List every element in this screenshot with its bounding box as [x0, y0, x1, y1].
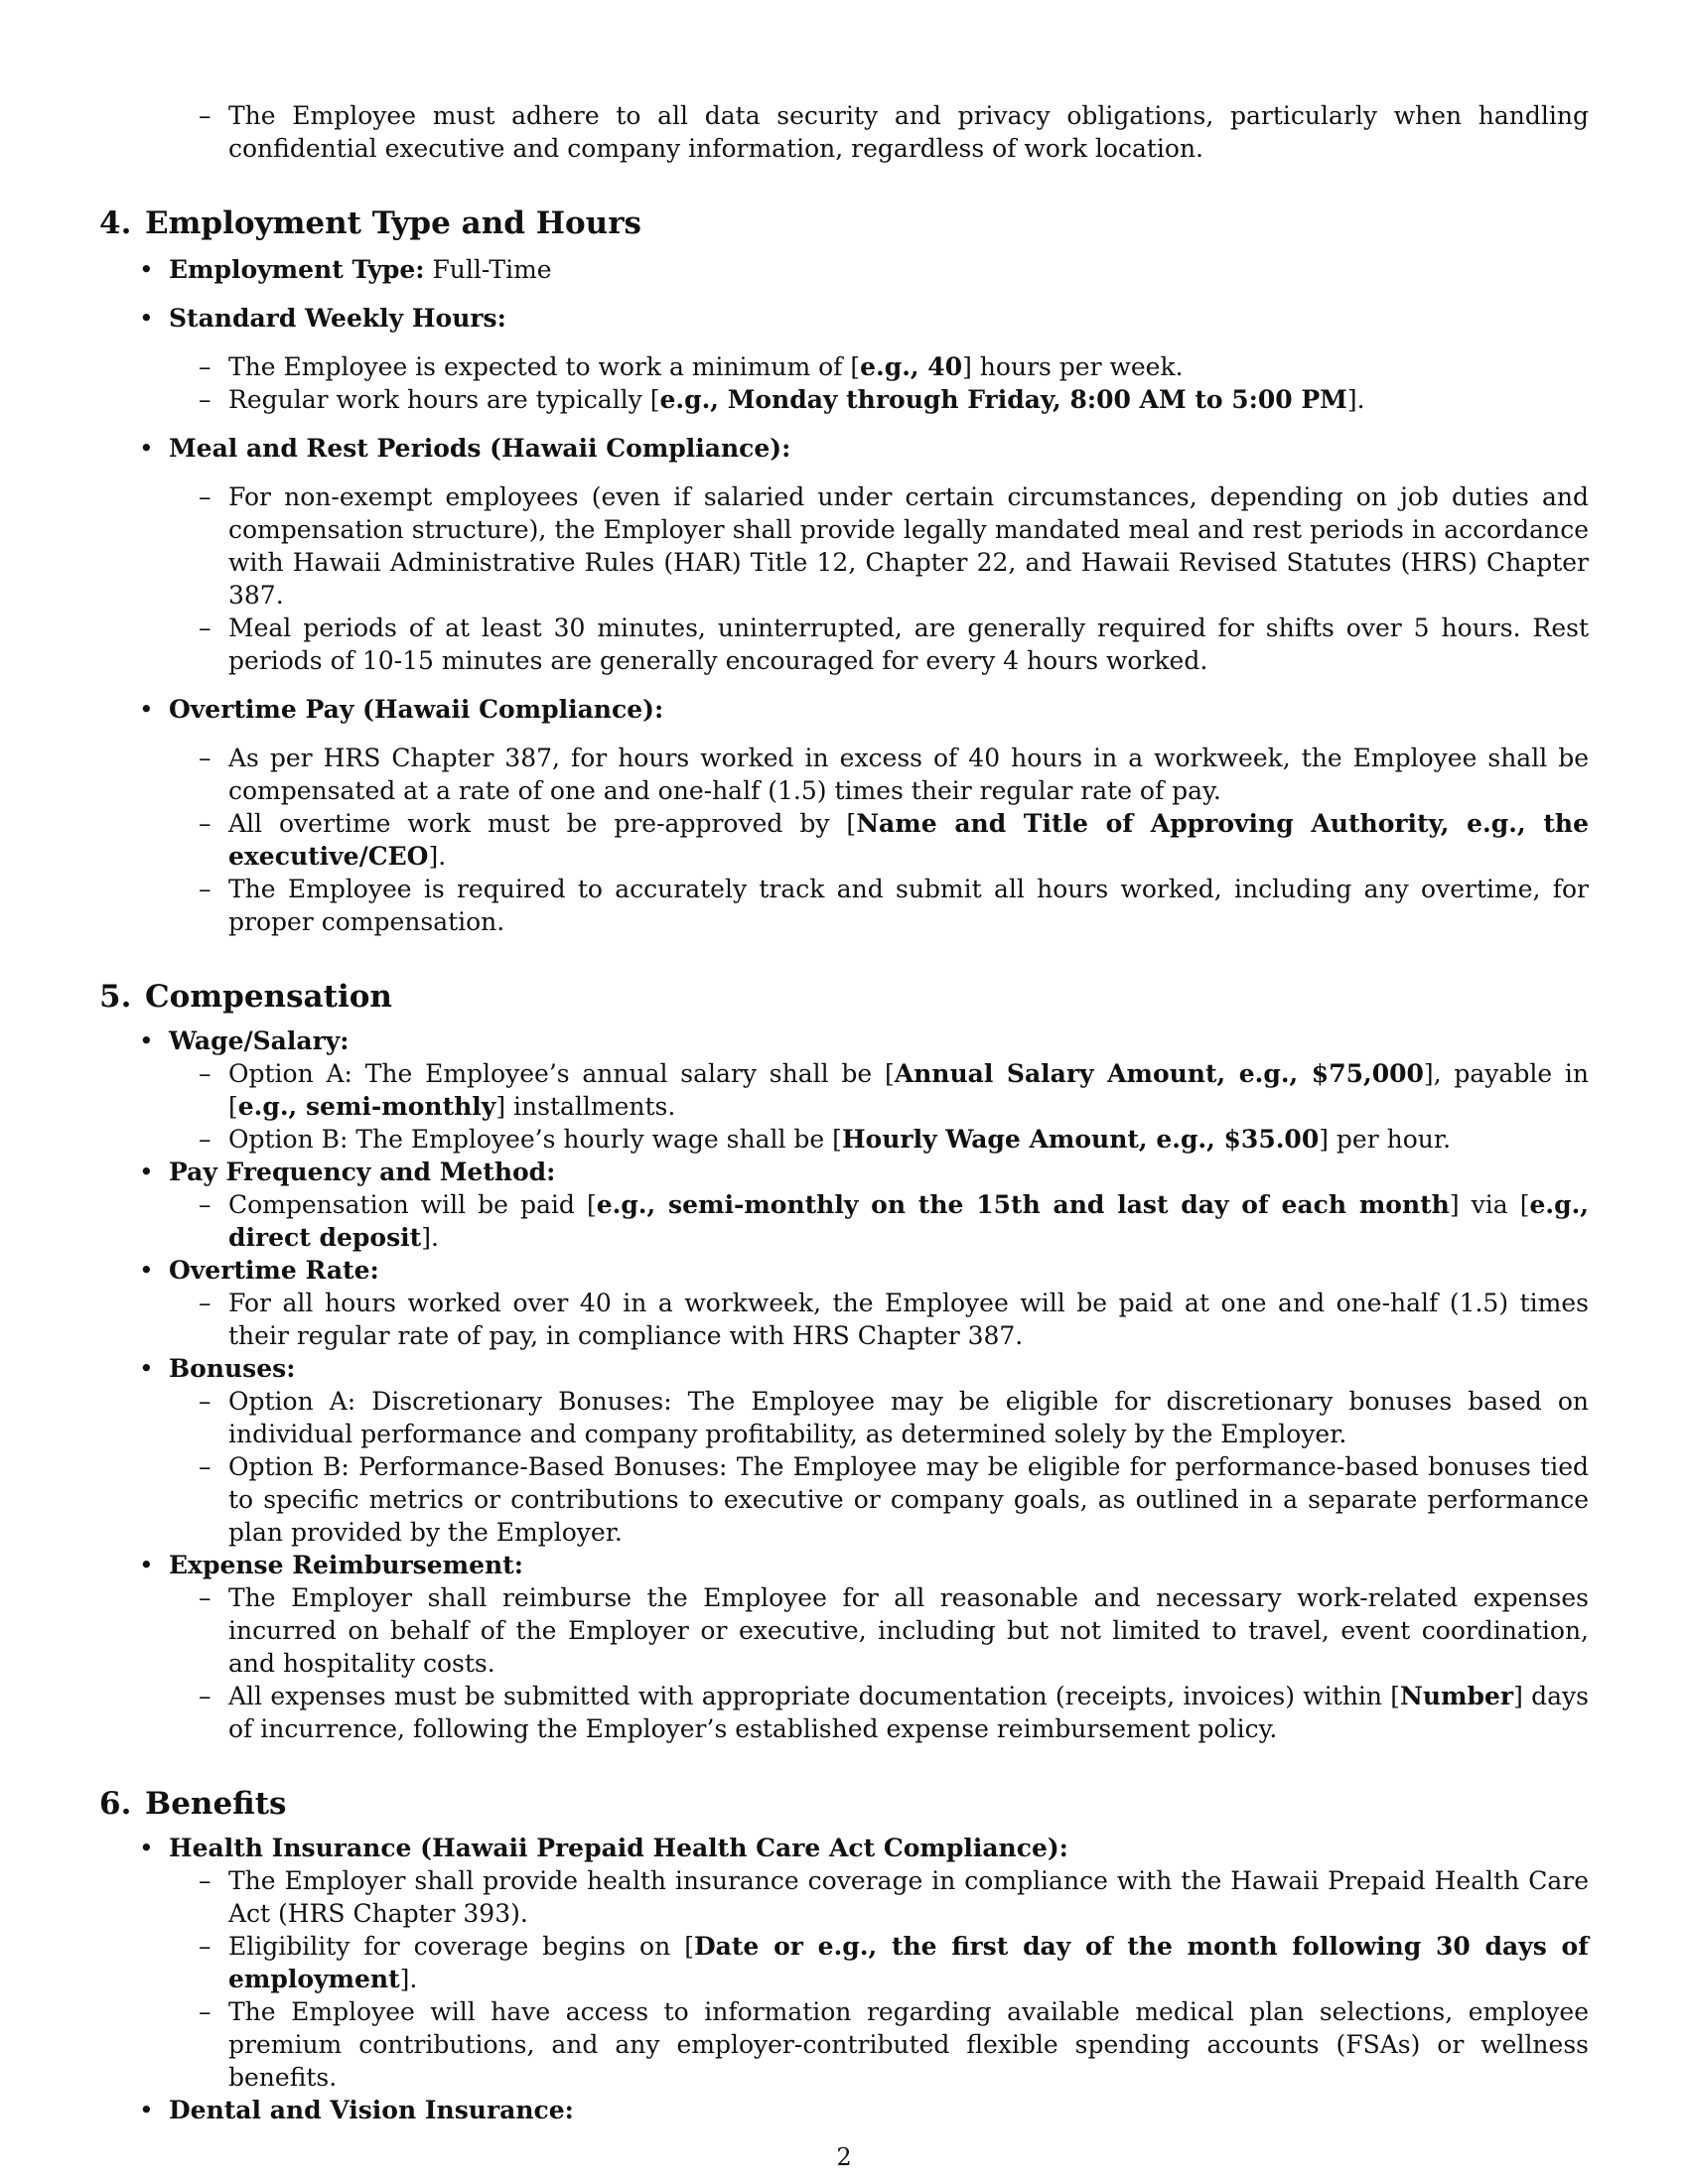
sub-list	[169, 1188, 1589, 1254]
continued-list	[169, 99, 1589, 165]
sub-list-item: – Option A: Discretionary Bonuses: The Employee may be eligible for discretionary bonuses based on individual performance and company profitability, as determined solely by the Employer.	[228, 1385, 1589, 1450]
sub-list-item: – Regular work hours are typically [e.g., Monday through Friday, 8:00 AM to 5:00 PM].	[228, 383, 1589, 416]
list-item	[169, 1549, 1589, 1745]
sub-list-item: – All expenses must be submitted with appropriate documentation (receipts, invoices) within [Number] days of incurrence, following the Employer’s established expense reimbursement policy.	[228, 1680, 1589, 1745]
item-label: Bonuses:	[169, 1354, 296, 1383]
section-4-list	[99, 253, 1589, 938]
item-label: Meal and Rest Periods (Hawaii Compliance):	[169, 434, 791, 463]
sub-list-item: – Option A: The Employee’s annual salary shall be [Annual Salary Amount, e.g., $75,000], payable in [e.g., semi-monthly] installments.	[228, 1057, 1589, 1123]
list-item	[169, 1254, 1589, 1352]
sub-list	[169, 1287, 1589, 1352]
item-label: Dental and Vision Insurance:	[169, 2096, 574, 2124]
sub-list	[169, 1864, 1589, 2094]
sub-list	[169, 1581, 1589, 1745]
list-item	[169, 1024, 1589, 1156]
sub-list-item: – The Employee is required to accurately track and submit all hours worked, including any overtime, for proper compensation.	[228, 873, 1589, 938]
list-item: – The Employee must adhere to all data security and privacy obligations, particularly when handling confidential executive and company information, regardless of work location.	[228, 99, 1589, 165]
section-5-list	[99, 1024, 1589, 1745]
list-item	[169, 1352, 1589, 1549]
sub-list-item: – Compensation will be paid [e.g., semi-monthly on the 15th and last day of each month] via [e.g., direct deposit].	[228, 1188, 1589, 1254]
sub-list-item: – As per HRS Chapter 387, for hours worked in excess of 40 hours in a workweek, the Employee shall be compensated at a rate of one and one-half (1.5) times their regular rate of pay.	[228, 742, 1589, 807]
section-title: Employment Type and Hours	[145, 205, 641, 241]
section-heading-employment-type	[99, 204, 1589, 243]
section-title: Benefits	[145, 1786, 287, 1822]
list-item	[169, 302, 1589, 416]
sub-list-item: – Option B: The Employee’s hourly wage shall be [Hourly Wage Amount, e.g., $35.00] per hour.	[228, 1123, 1589, 1156]
section-number: 6.	[99, 1786, 132, 1822]
list-item	[169, 1832, 1589, 2094]
item-label: Expense Reimbursement:	[169, 1551, 523, 1579]
sub-list	[169, 480, 1589, 677]
list-item	[169, 693, 1589, 938]
section-title: Compensation	[145, 979, 392, 1015]
item-label: Overtime Rate:	[169, 1256, 379, 1285]
sub-list	[169, 1057, 1589, 1156]
list-item	[169, 432, 1589, 677]
item-label: Employment Type:	[169, 255, 425, 284]
sub-list-item: – Option B: Performance-Based Bonuses: The Employee may be eligible for performance-based bonuses tied to specific metrics or contributions to executive or company goals, as outlined in a separate performance plan provided by the Employer.	[228, 1450, 1589, 1549]
sub-list	[169, 1385, 1589, 1549]
section-heading-compensation	[99, 977, 1589, 1017]
section-number: 5.	[99, 979, 132, 1015]
sub-list-item: – All overtime work must be pre-approved by [Name and Title of Approving Authority, e.g., the executive/CEO].	[228, 807, 1589, 873]
sub-list-item: – For non-exempt employees (even if salaried under certain circumstances, depending on job duties and compensation structure), the Employer shall provide legally mandated meal and rest periods in accordance with Hawaii Administrative Rules (HAR) Title 12, Chapter 22, and Hawaii Revised Statutes (HRS) Chapter 387.	[228, 480, 1589, 612]
item-label: Pay Frequency and Method:	[169, 1158, 556, 1186]
item-label: Health Insurance (Hawaii Prepaid Health Care Act Compliance):	[169, 1834, 1068, 1862]
sub-list-item: – The Employer shall reimburse the Employee for all reasonable and necessary work-related expenses incurred on behalf of the Employer or executive, including but not limited to travel, event coordination, and hospitality costs.	[228, 1581, 1589, 1680]
sub-list-item: – The Employer shall provide health insurance coverage in compliance with the Hawaii Prepaid Health Care Act (HRS Chapter 393).	[228, 1864, 1589, 1930]
section-number: 4.	[99, 205, 132, 241]
section-heading-benefits	[99, 1784, 1589, 1824]
list-item	[169, 2094, 1589, 2126]
page-number: 2	[836, 2143, 852, 2171]
sub-list	[169, 350, 1589, 416]
page-content	[99, 99, 1589, 2126]
list-item	[169, 253, 1589, 286]
list-item	[169, 1156, 1589, 1254]
sub-list-item: – The Employee is expected to work a minimum of [e.g., 40] hours per week.	[228, 350, 1589, 383]
item-label: Standard Weekly Hours:	[169, 304, 506, 333]
sub-list-item: – For all hours worked over 40 in a workweek, the Employee will be paid at one and one-half (1.5) times their regular rate of pay, in compliance with HRS Chapter 387.	[228, 1287, 1589, 1352]
item-label: Wage/Salary:	[169, 1026, 350, 1055]
item-label: Overtime Pay (Hawaii Compliance):	[169, 695, 664, 724]
sub-list-item: – Meal periods of at least 30 minutes, uninterrupted, are generally required for shifts over 5 hours. Rest periods of 10-15 minutes are generally encouraged for every 4 hours worked.	[228, 612, 1589, 677]
sub-list	[169, 742, 1589, 938]
sub-list-item: – Eligibility for coverage begins on [Date or e.g., the first day of the month following 30 days of employment].	[228, 1930, 1589, 1995]
sub-list-item: – The Employee will have access to information regarding available medical plan selections, employee premium contributions, and any employer-contributed flexible spending accounts (FSAs) or wellness benefits.	[228, 1995, 1589, 2094]
item-value: Full-Time	[432, 255, 552, 284]
section-6-list	[99, 1832, 1589, 2126]
